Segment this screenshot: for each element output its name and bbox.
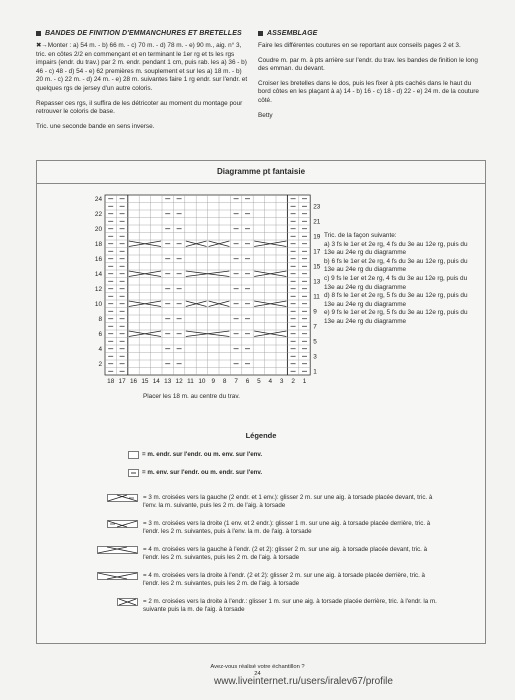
cable-3-right-icon: [107, 520, 139, 528]
row-label-right: 13: [313, 278, 321, 286]
row-label-left: 18: [94, 241, 102, 248]
finishing-bands-section: [36, 30, 250, 131]
finishing-bands-title: BANDES DE FINITION D'EMMANCHURES ET BRETELLES: [36, 30, 250, 37]
note-c: c) 9 fs le 1er et 2e rg, 4 fs du 3e au 12e rg, puis du 13e au 24e rg du diagramme: [324, 274, 468, 291]
column-label: 8: [222, 378, 227, 385]
diagram-title: Diagramme pt fantaisie: [216, 167, 306, 176]
gauge-reminder: Avez-vous réalisé votre échantillon ?: [210, 664, 305, 670]
row-label-left: 20: [94, 226, 102, 233]
row-label-left: 24: [94, 196, 102, 203]
column-label: 11: [187, 378, 194, 385]
row-label-right: 7: [313, 323, 317, 331]
legend-4-right: = 4 m. croisées vers la droite à l'endr. (2 et 2): glisser 2 m. sur une aig. à torsade placée derrière, tric. à l'endr. les 2 m. suivantes, puis les 2 m. de l'aig. à torsade: [97, 572, 447, 590]
finishing-bands-instructions: ✖→Monter : a) 54 m. - b) 66 m. - c) 70 m. - d) 78 m. - e) 90 m., aig. n° 3, tric. en côtes 2/2 en commençant et en terminant le 1er rg et ts les rgs impairs (endr. du trav.) par 2 m. endr. pendant 1 cm, puis rab. les a) 36 - b) 46 - c) 48 - d) 54 - e) 62 premières m. souplement et sur les a) 18 m. - b) 20 m. - c) 22 m. - d) 24 m. - e) 28 m. suivantes faire 1 rg endr. sur l'endr. et quelques rgs de jersey d'un autre coloris.: [36, 42, 248, 92]
column-label: 15: [141, 378, 149, 385]
cable-4-right-icon: [97, 572, 139, 580]
watermark-url: www.liveinternet.ru/users/iralev67/profile: [214, 676, 393, 687]
row-label-right: 15: [313, 263, 321, 271]
assembly-p1: Faire les différentes coutures en se reportant aux conseils pages 2 et 3.: [258, 42, 461, 49]
column-label: 1: [302, 378, 307, 385]
note-a: a) 3 fs le 1er et 2e rg, 4 fs du 3e au 12e rg, puis du 13e au 24e rg du diagramme: [324, 240, 468, 257]
diagram-header: [37, 161, 485, 184]
purl-symbol-icon: [128, 469, 140, 477]
row-label-right: 19: [313, 233, 321, 241]
size-notes: [324, 232, 474, 327]
legend-purl: = m. env. sur l'endr. ou m. endr. sur l'env.: [128, 469, 468, 479]
column-label: 13: [164, 378, 172, 385]
cable-3-left-icon: [107, 494, 139, 502]
row-label-left: 12: [94, 286, 102, 293]
row-label-left: 16: [94, 256, 102, 263]
cable-4-left-icon: [97, 546, 139, 554]
row-label-left: 22: [94, 211, 102, 218]
row-label-right: 1: [313, 368, 317, 376]
column-label: 16: [129, 378, 138, 385]
column-label: 4: [268, 378, 273, 385]
row-label-right: 11: [313, 293, 320, 301]
square-bullet-icon: [36, 31, 41, 36]
diagram-panel: [36, 160, 486, 644]
column-label: 7: [234, 378, 238, 385]
notes-intro: Tric. de la façon suivante:: [324, 232, 397, 239]
column-label: 6: [245, 378, 250, 385]
knit-symbol-icon: [128, 451, 140, 459]
row-label-right: 23: [313, 203, 321, 211]
cable-2-right-icon: [117, 598, 139, 606]
column-label: 18: [107, 378, 115, 385]
column-label: 14: [152, 378, 160, 385]
stitch-chart: [93, 192, 325, 392]
note-b: b) 6 fs le 1er et 2e rg, 4 fs du 3e au 12e rg, puis du 13e au 24e rg du diagramme: [324, 257, 468, 274]
assembly-section: [258, 30, 480, 120]
square-bullet-icon: [258, 31, 263, 36]
signature: Betty: [258, 111, 273, 119]
row-label-left: 6: [98, 331, 102, 338]
assembly-p2: Coudre m. par m. à pts arrière sur l'endr. du trav. les bandes de finition le long des emman. du devant.: [258, 56, 478, 73]
column-label: 3: [279, 378, 284, 385]
assembly-title: ASSEMBLAGE: [258, 30, 480, 37]
legend-4-left: = 4 m. croisées vers la gauche à l'endr. (2 et 2): glisser 2 m. sur une aig. à torsade placée devant, tric. à l'endr. les 2 m. suivantes, puis les 2 m. de l'aig. à torsade: [97, 546, 447, 564]
row-label-right: 3: [313, 353, 317, 361]
row-label-left: 10: [94, 301, 102, 308]
row-label-left: 2: [98, 361, 102, 368]
row-label-left: 14: [94, 271, 102, 278]
legend-title: Légende: [245, 431, 277, 440]
legend-2-right: = 2 m. croisées vers la droite à l'endr.: glisser 1 m. sur une aig. à torsade placée derrière, tric. à l'endr. la m. suivante puis la m. de l'aig. à torsade: [117, 598, 447, 616]
note-d: d) 8 fs le 1er et 2e rg, 5 fs du 3e au 12e rg, puis du 13e au 24e rg du diagramme: [324, 292, 468, 308]
column-label: 5: [257, 378, 261, 385]
assembly-p3: Croiser les bretelles dans le dos, puis les fixer à pts cachés dans le haut du bord côtes en les plaçant à a) 14 - b) 16 - c) 18 - d) 22 - e) 24 m. de la couture côté.: [258, 79, 479, 104]
finishing-bands-second: Tric. une seconde bande en sens inverse.: [36, 122, 155, 130]
row-label-left: 4: [98, 346, 102, 353]
row-label-left: 8: [98, 316, 102, 323]
legend-3-left: = 3 m. croisées vers la gauche (2 endr. et 1 env.): glisser 2 m. sur une aig. à torsade placée devant, tric. à l'env. la m. suivante, puis les 2 m. de l'aig. à torsade: [107, 494, 447, 512]
legend-3-right: = 3 m. croisées vers la droite (1 env. et 2 endr.): glisser 1 m. sur une aig. à torsade placée derrière, tric. à l'endr. les 2 m. suivantes, puis à l'env. la m. de l'aig. à torsade: [107, 520, 447, 538]
note-e: e) 9 fs le 1er et 2e rg, 5 fs du 3e au 12e rg, puis du 13e au 24e rg du diagramme: [324, 309, 468, 325]
row-label-right: 17: [313, 248, 321, 256]
finishing-bands-note: Repasser ces rgs, il suffira de les détricoter au moment du montage pour retrouver le coloris de base.: [36, 99, 243, 116]
column-label: 9: [211, 378, 216, 385]
row-label-right: 21: [313, 218, 321, 226]
column-label: 10: [198, 378, 206, 385]
row-label-right: 5: [313, 338, 317, 346]
page-number: 24: [254, 671, 261, 677]
column-label: 12: [175, 378, 183, 385]
row-label-right: 9: [313, 308, 317, 316]
column-label: 2: [291, 378, 295, 385]
legend-knit: = m. endr. sur l'endr. ou m. env. sur l'env.: [128, 451, 468, 461]
placement-note: Placer les 18 m. au centre du trav.: [143, 393, 240, 400]
column-label: 17: [118, 378, 126, 385]
